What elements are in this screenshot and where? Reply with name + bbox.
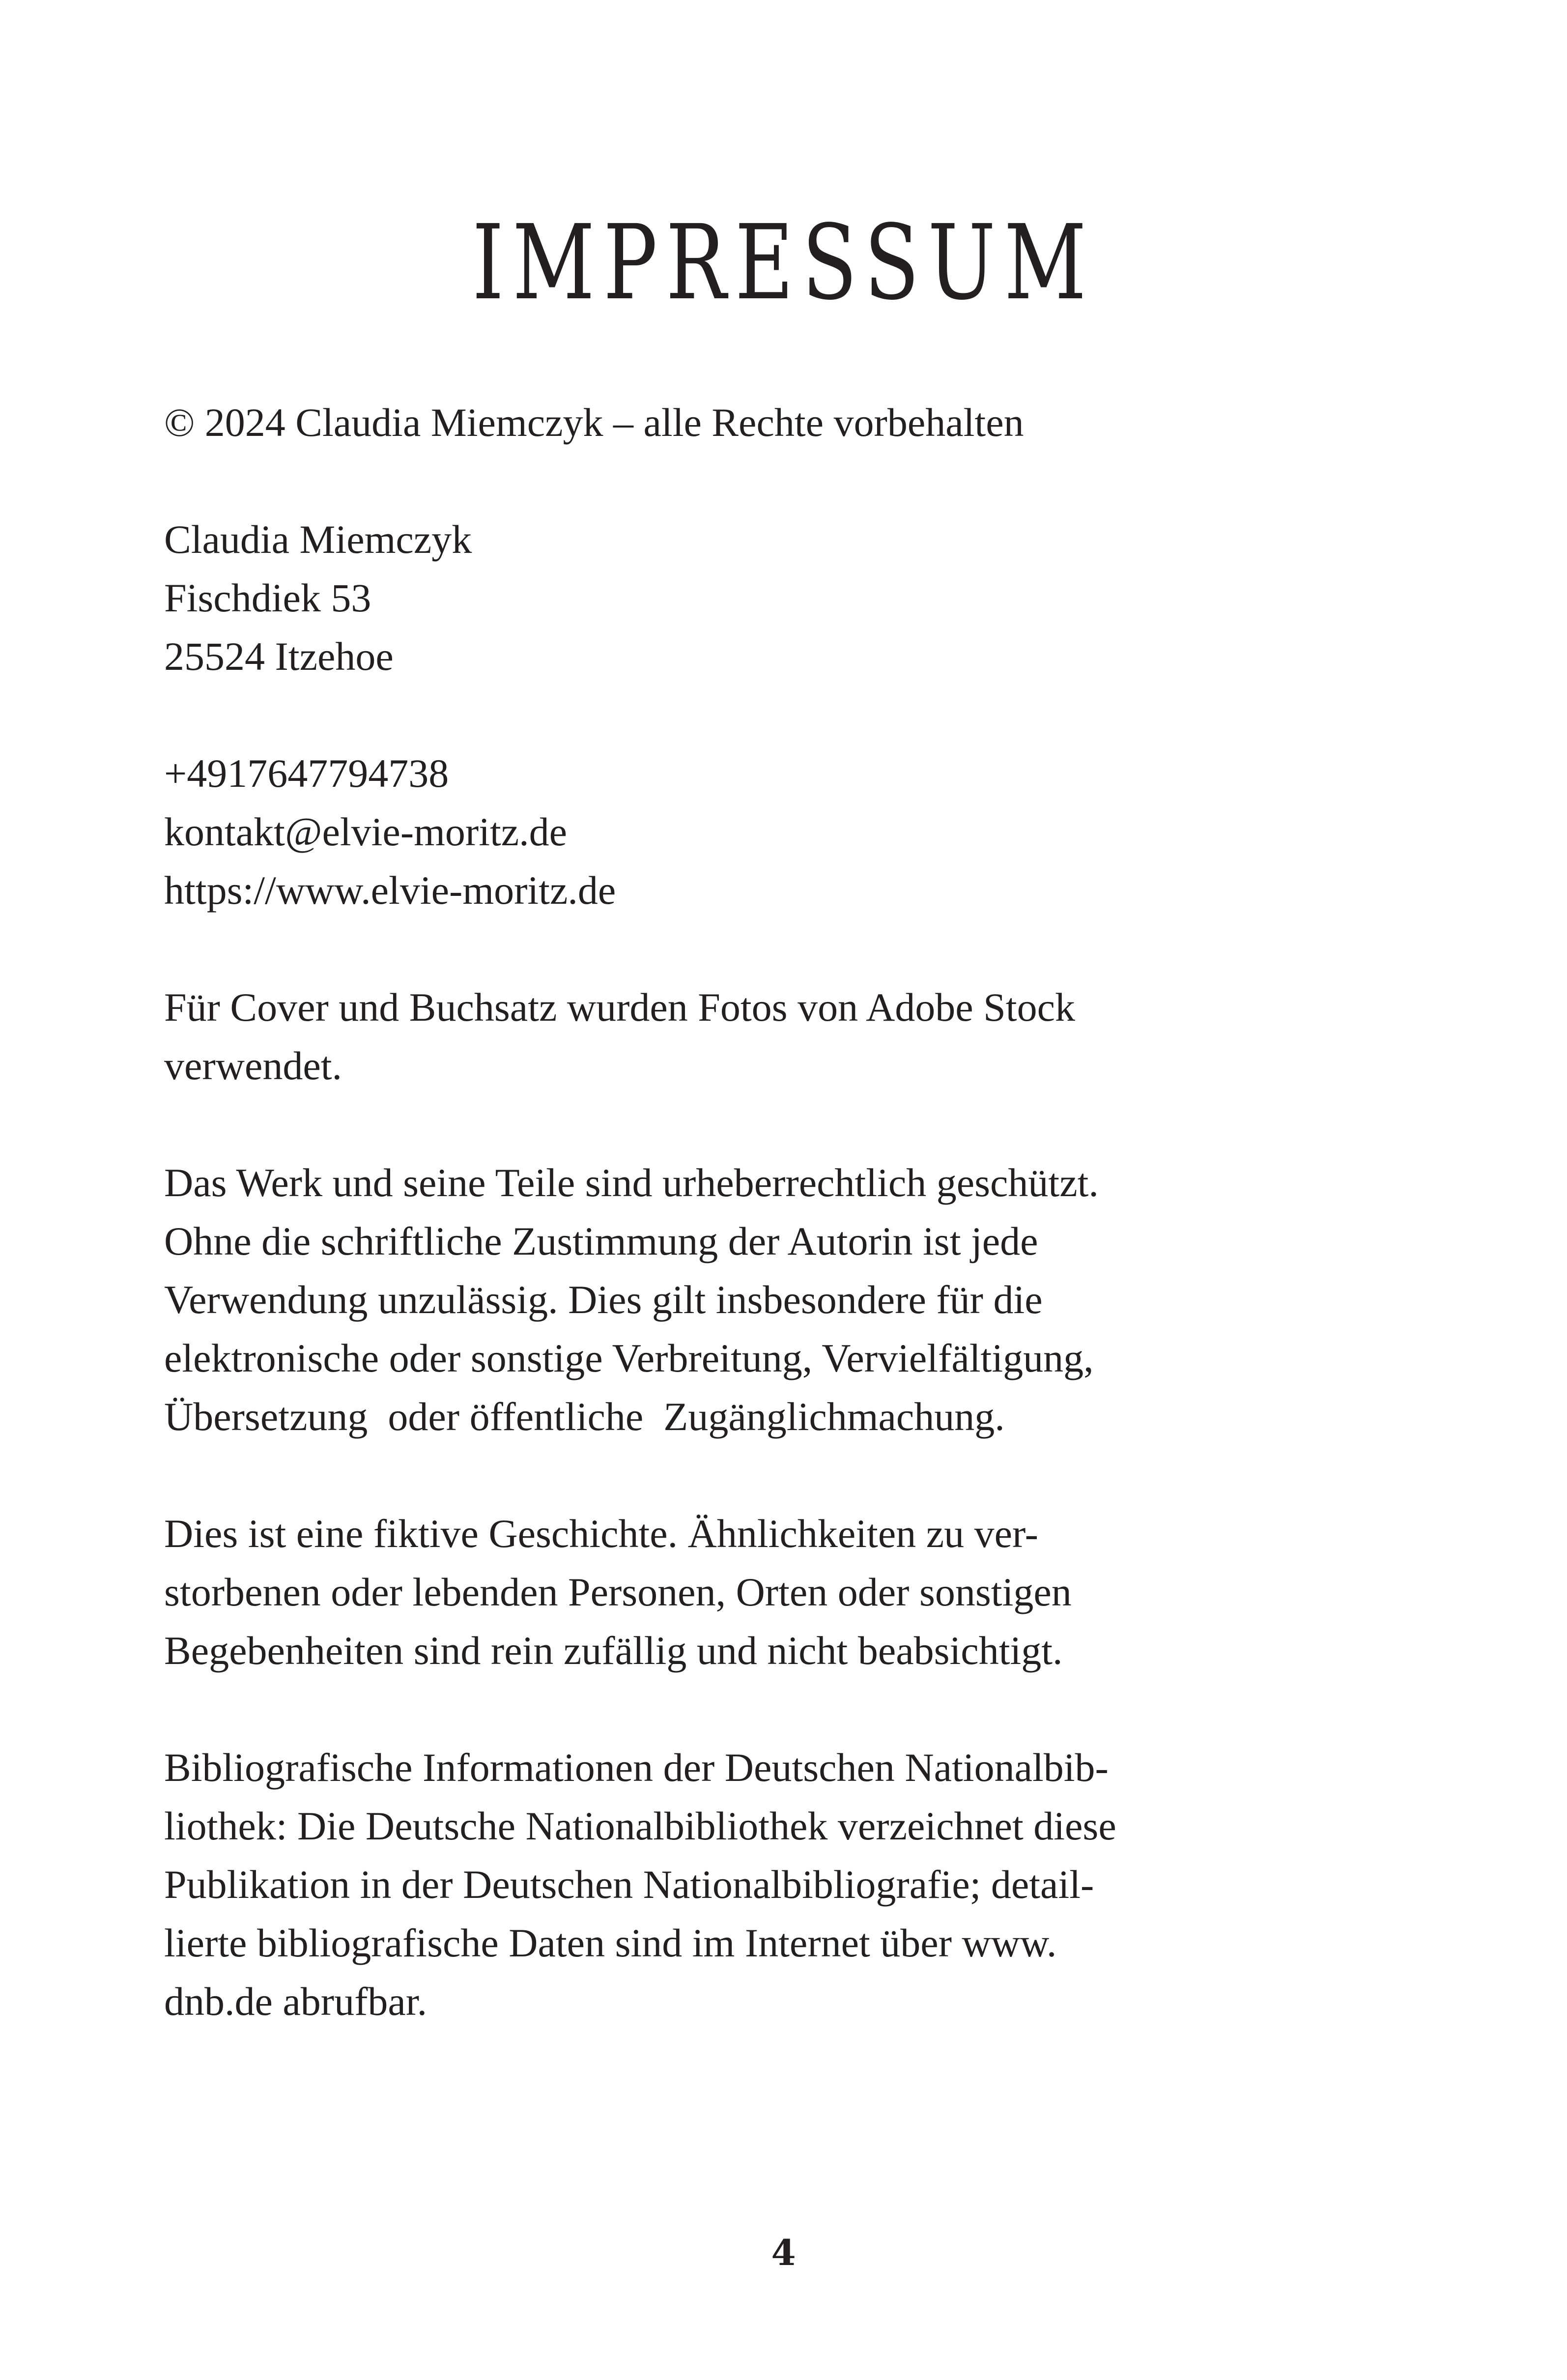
cover-note [164,978,1314,1095]
fiction-disclaimer-line: Begebenheiten sind rein zufällig und nicht beabsichtigt. [164,1628,1063,1673]
copyright-line [164,393,1314,452]
street-address: Fischdiek 53 [164,575,371,620]
copyright-notice [164,1153,1314,1446]
copyright-notice-line: Verwendung unzulässig. Dies gilt insbesondere für die [164,1277,1043,1322]
bibliographic-info-line: Bibliografische Informationen der Deutschen Nationalbib- [164,1745,1109,1790]
copyright-notice-line: Ohne die schriftliche Zustimmung der Autorin ist jede [164,1219,1038,1263]
page-title: IMPRESSUM [472,202,1095,323]
contact-block [164,744,1314,919]
fiction-disclaimer [164,1504,1314,1680]
cover-note-line: verwendet. [164,1043,342,1088]
email-address: kontakt@elvie-moritz.de [164,809,568,854]
bibliographic-info-line: lierte bibliografische Daten sind im Internet über www. [164,1921,1057,1965]
fiction-disclaimer-line: Dies ist eine fiktive Geschichte. Ähnlichkeiten zu ver- [164,1511,1038,1556]
bibliographic-info-line: liothek: Die Deutsche Nationalbibliothek verzeichnet diese [164,1804,1116,1848]
author-name: Claudia Miemczyk [164,517,472,562]
copyright-notice-line: elektronische oder sonstige Verbreitung, Vervielfältigung, [164,1336,1094,1380]
cover-note-line: Für Cover und Buchsatz wurden Fotos von Adobe Stock [164,985,1075,1030]
address-block [164,510,1314,686]
impressum-content [164,393,1314,2089]
copyright-notice-line: Übersetzung oder öffentliche Zugänglichmachung. [164,1394,1005,1439]
website-url: https://www.elvie-moritz.de [164,868,616,913]
phone-number: +4917647794738 [164,751,449,796]
page-number: 4 [771,2232,796,2273]
bibliographic-info-line: dnb.de abrufbar. [164,1979,427,2024]
bibliographic-info [164,1738,1314,2031]
bibliographic-info-line: Publikation in der Deutschen Nationalbibliografie; detail- [164,1862,1094,1907]
city-address: 25524 Itzehoe [164,634,394,679]
copyright-text: © 2024 Claudia Miemczyk – alle Rechte vorbehalten [164,400,1024,445]
fiction-disclaimer-line: storbenen oder lebenden Personen, Orten oder sonstigen [164,1570,1072,1614]
copyright-notice-line: Das Werk und seine Teile sind urheberrechtlich geschützt. [164,1160,1099,1205]
